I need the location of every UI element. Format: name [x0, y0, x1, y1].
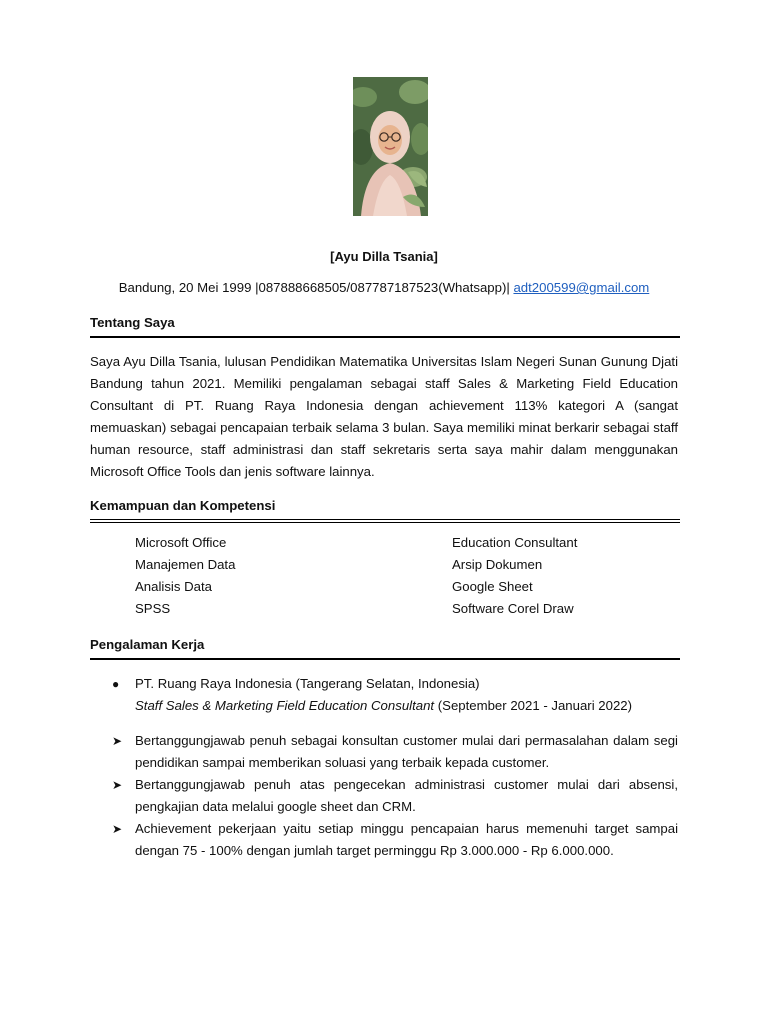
about-section-title: Tentang Saya — [90, 315, 175, 330]
job-period: (September 2021 - Januari 2022) — [437, 698, 633, 713]
candidate-name: [Ayu Dilla Tsania] — [330, 249, 438, 264]
profile-photo-image — [353, 77, 428, 216]
profile-photo — [353, 77, 428, 216]
bullet-icon: ● — [112, 677, 120, 691]
job-role-line — [135, 698, 632, 713]
skill-item: Microsoft Office — [135, 535, 227, 550]
job-company: PT. Ruang Raya Indonesia (Tangerang Selatan, Indonesia) — [135, 676, 480, 691]
skill-item: Manajemen Data — [135, 557, 236, 572]
duty-item: Achievement pekerjaan yaitu setiap minggu pencapaian harus memenuhi target sampai dengan 75 - 100% dengan jumlah target perminggu Rp 3.000.000 - Rp 6.000.000. — [135, 821, 678, 858]
experience-section-title: Pengalaman Kerja — [90, 637, 205, 652]
skill-item: Education Consultant — [452, 535, 578, 550]
skill-item: Analisis Data — [135, 579, 212, 594]
skills-section-title: Kemampuan dan Kompetensi — [90, 498, 276, 513]
job-role: Staff Sales & Marketing Field Education Consultant — [135, 698, 435, 713]
skill-item: Software Corel Draw — [452, 601, 574, 616]
arrow-bullet-icon: ➤ — [112, 778, 123, 792]
skills-divider-bottom — [90, 522, 680, 523]
skills-divider-top — [90, 519, 680, 520]
duty-item: Bertanggungjawab penuh sebagai konsultan customer mulai dari permasalahan dalam segi pendidikan sampai memberikan soluasi yang terbaik kepada customer. — [135, 733, 678, 770]
experience-divider — [90, 658, 680, 660]
arrow-bullet-icon: ➤ — [112, 822, 123, 836]
skill-item: Google Sheet — [452, 579, 533, 594]
email-link[interactable]: adt200599@gmail.com — [513, 280, 650, 295]
contact-line — [0, 280, 768, 295]
duty-item: Bertanggungjawab penuh atas pengecekan administrasi customer mulai dari absensi, pengkajian data melalui google sheet dan CRM. — [135, 777, 678, 814]
skill-item: Arsip Dokumen — [452, 557, 543, 572]
skill-item: SPSS — [135, 601, 171, 616]
about-divider — [90, 336, 680, 338]
arrow-bullet-icon: ➤ — [112, 734, 123, 748]
contact-details: Bandung, 20 Mei 1999 |087888668505/087787187523(Whatsapp)| — [118, 280, 510, 295]
about-text: Saya Ayu Dilla Tsania, lulusan Pendidikan Matematika Universitas Islam Negeri Sunan Gunung Djati Bandung tahun 2021. Memiliki pengalaman sebagai staff Sales & Marketing Field Education Consultant di PT. Ruang Raya Indonesia dengan achievement 113% kategori A (sangat memuaskan) sebagai pencapaian terbaik selama 3 bulan. Saya memiliki minat berkarir sebagai staff human resource, staff administrasi dan staff sekretaris serta saya mahir dalam menggunakan Microsoft Office Tools dan jenis software lainnya. — [90, 354, 678, 479]
